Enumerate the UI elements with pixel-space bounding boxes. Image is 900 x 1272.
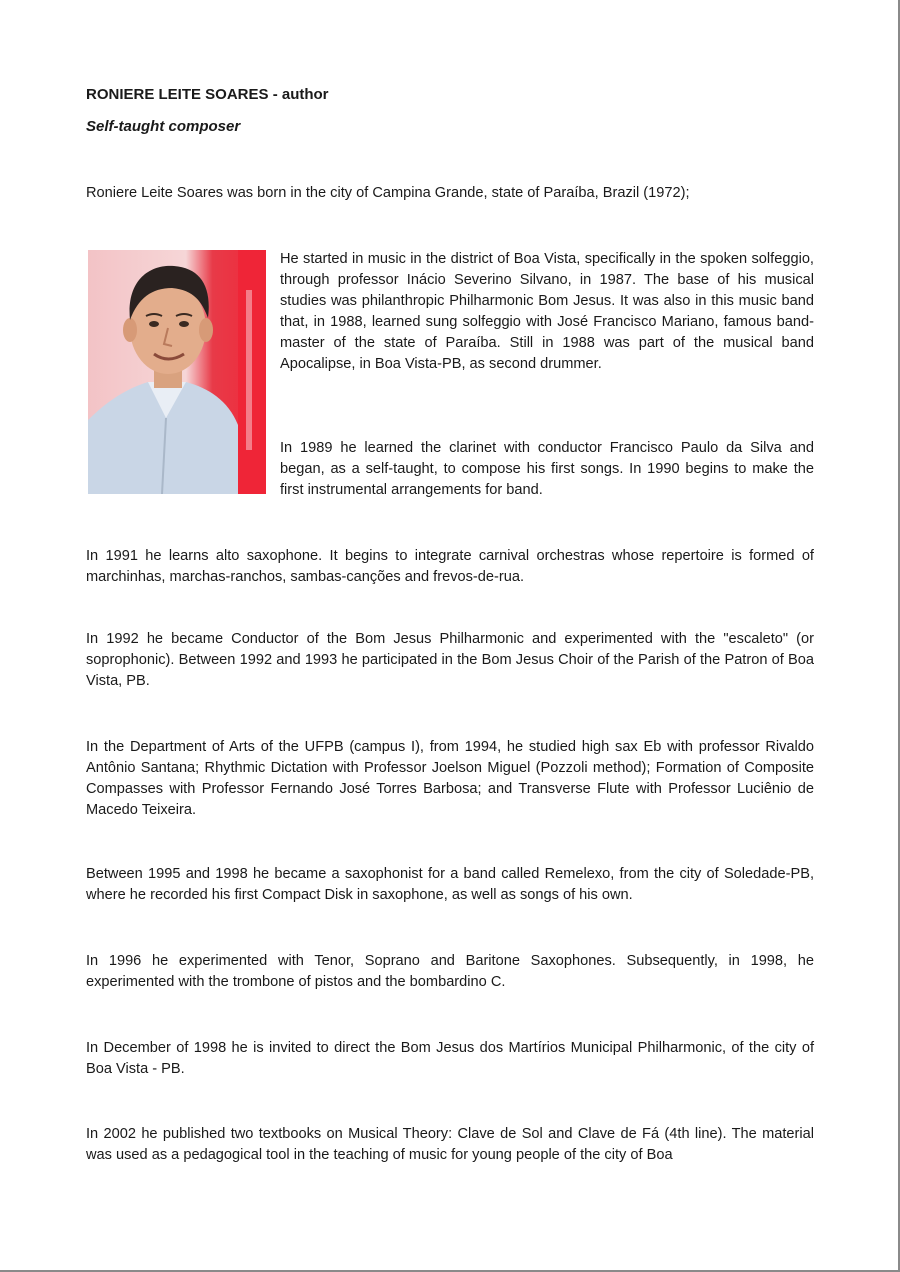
paragraph-textbooks: In 2002 he published two textbooks on Musical Theory: Clave de Sol and Clave de Fá (4th line). The material was used as a pedagogical tool in the teaching of music for young people of the city of Boa [86, 1126, 814, 1163]
paragraph-clarinet: In 1989 he learned the clarinet with conductor Francisco Paulo da Silva and began, as a self-taught, to compose his first songs. In 1990 begins to make the first instrumental arrangements for band. [280, 440, 814, 498]
paragraph-early-music: He started in music in the district of Boa Vista, specifically in the spoken solfeggio, through professor Inácio Severino Silvano, in 1987. The base of his musical studies was philanthropic Philharmonic Bom Jesus. It was also in this music band that, in 1988, learned sung solfeggio with José Francisco Mariano, famous band-master of the state of Paraíba. Still in 1988 was part of the musical band Apocalipse, in Boa Vista-PB, as second drummer. [280, 251, 814, 372]
paragraph-birth: Roniere Leite Soares was born in the city of Campina Grande, state of Paraíba, Brazil (1972); [86, 185, 690, 201]
paragraph-saxophones: In 1996 he experimented with Tenor, Soprano and Baritone Saxophones. Subsequently, in 1998, he experimented with the trombone of pistos and the bombardino C. [86, 953, 814, 990]
paragraph-municipal-philharmonic: In December of 1998 he is invited to direct the Bom Jesus dos Martírios Municipal Philharmonic, of the city of Boa Vista - PB. [86, 1040, 814, 1077]
author-heading: RONIERE LEITE SOARES - author [86, 86, 329, 103]
author-subtitle: Self-taught composer [86, 118, 241, 135]
paragraph-alto-sax: In 1991 he learns alto saxophone. It begins to integrate carnival orchestras whose repertoire is formed of marchinhas, marchas-ranchos, sambas-canções and frevos-de-rua. [86, 548, 814, 585]
paragraph-ufpb: In the Department of Arts of the UFPB (campus I), from 1994, he studied high sax Eb with professor Rivaldo Antônio Santana; Rhythmic Dictation with Professor Joelson Miguel (Pozzoli method); Formation of Composite Compasses with Professor Fernando José Torres Barbosa; and Transverse Flute with Professor Luciênio de Macedo Teixeira. [86, 739, 814, 818]
paragraph-remelexo: Between 1995 and 1998 he became a saxophonist for a band called Remelexo, from the city of Soledade-PB, where he recorded his first Compact Disk in saxophone, as well as songs of his own. [86, 866, 814, 903]
paragraph-conductor: In 1992 he became Conductor of the Bom Jesus Philharmonic and experimented with the "escaleto" (or soprophonic). Between 1992 and 1993 he participated in the Bom Jesus Choir of the Parish of the Patron of Boa Vista, PB. [86, 631, 814, 689]
portrait-photo [88, 250, 266, 494]
portrait-icon [88, 250, 266, 494]
